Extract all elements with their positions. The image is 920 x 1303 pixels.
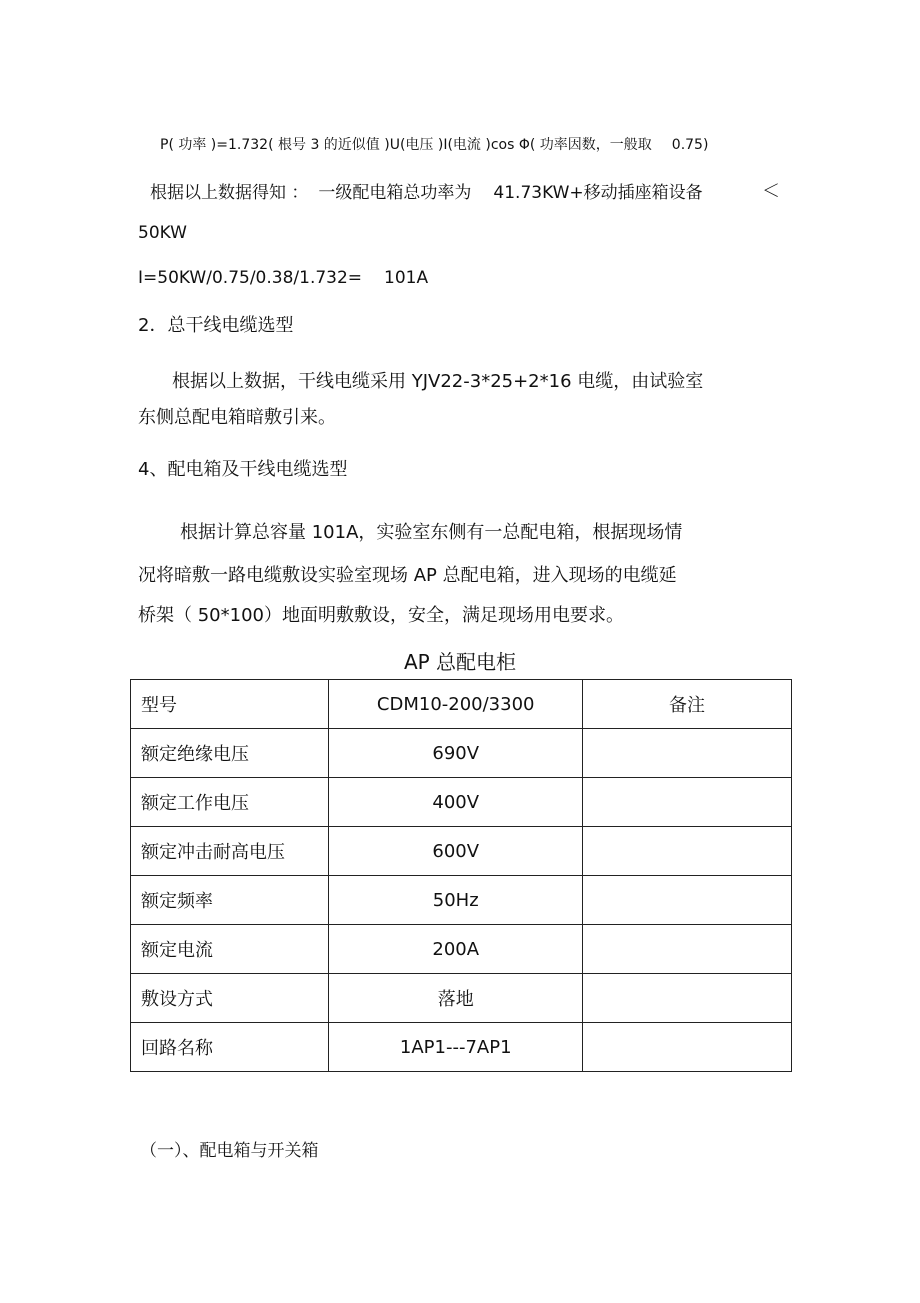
table-cell: 敷设方式: [131, 974, 329, 1023]
power-conclusion: [150, 178, 703, 203]
table-cell: 额定绝缘电压: [131, 729, 329, 778]
table-row: [131, 778, 792, 827]
table-cell: 额定电流: [131, 925, 329, 974]
table-cell: 回路名称: [131, 1023, 329, 1072]
table-cell: 600V: [329, 827, 583, 876]
paragraph-capacity-line2: 况将暗敷一路电缆敷设实验室现场 AP 总配电箱，进入现场的电缆延: [138, 565, 677, 586]
table-row: [131, 729, 792, 778]
table-cell: 200A: [329, 925, 583, 974]
conclusion-lead: 根据以上数据得知 ：: [150, 183, 309, 203]
current-result: 101A: [384, 268, 429, 288]
current-expression: I=50KW/0.75/0.38/1.732=: [138, 268, 363, 288]
conclusion-value: 41.73KW+移动插座箱设备: [493, 183, 703, 203]
section-title: （一）、配电箱与开关箱: [140, 1141, 319, 1161]
table-cell: [582, 778, 791, 827]
table-row: [131, 974, 792, 1023]
table-cell: 额定冲击耐高电压: [131, 827, 329, 876]
conclusion-subject: 一级配电箱总功率为: [318, 183, 472, 203]
heading-main-cable: 2．总干线电缆选型: [138, 315, 294, 336]
table-cell: [582, 925, 791, 974]
power-factor-value: 0.75): [671, 137, 709, 153]
table-cell: 额定频率: [131, 876, 329, 925]
paragraph-cable-line1: 根据以上数据，干线电缆采用 YJV22-3*25+2*16 电缆，由试验室: [172, 371, 704, 392]
table-cell: [582, 974, 791, 1023]
power-formula: [160, 134, 708, 154]
spec-table: [130, 679, 792, 1072]
table-cell: 备注: [582, 680, 791, 729]
table-cell: CDM10-200/3300: [329, 680, 583, 729]
table-header-row: [131, 680, 792, 729]
table-row: [131, 876, 792, 925]
table-row: [131, 1023, 792, 1072]
conclusion-limit: 50KW: [138, 223, 187, 243]
table-cell: 额定工作电压: [131, 778, 329, 827]
table-cell: 1AP1---7AP1: [329, 1023, 583, 1072]
table-cell: 50Hz: [329, 876, 583, 925]
current-calculation: [138, 268, 428, 288]
table-cell: [582, 827, 791, 876]
table-cell: 690V: [329, 729, 583, 778]
table-cell: 落地: [329, 974, 583, 1023]
table-cell: [582, 1023, 791, 1072]
table-title: AP 总配电柜: [403, 650, 517, 674]
power-formula-text: P( 功率 )=1.732( 根号 3 的近似值 )U(电压 )I(电流 )cos Φ( 功率因数，一般取: [160, 137, 652, 153]
paragraph-capacity-line3: 桥架（ 50*100）地面明敷敷设，安全，满足现场用电要求。: [138, 605, 624, 626]
paragraph-cable-line2: 东侧总配电箱暗敷引来。: [138, 407, 336, 428]
less-than-sign: ＜: [762, 181, 780, 202]
table-cell: 400V: [329, 778, 583, 827]
table-cell: 型号: [131, 680, 329, 729]
paragraph-capacity-line1: 根据计算总容量 101A，实验室东侧有一总配电箱，根据现场情: [180, 522, 683, 543]
table-cell: [582, 729, 791, 778]
heading-distribution-box: 4、配电箱及干线电缆选型: [138, 459, 348, 480]
table-cell: [582, 876, 791, 925]
table-row: [131, 925, 792, 974]
table-row: [131, 827, 792, 876]
